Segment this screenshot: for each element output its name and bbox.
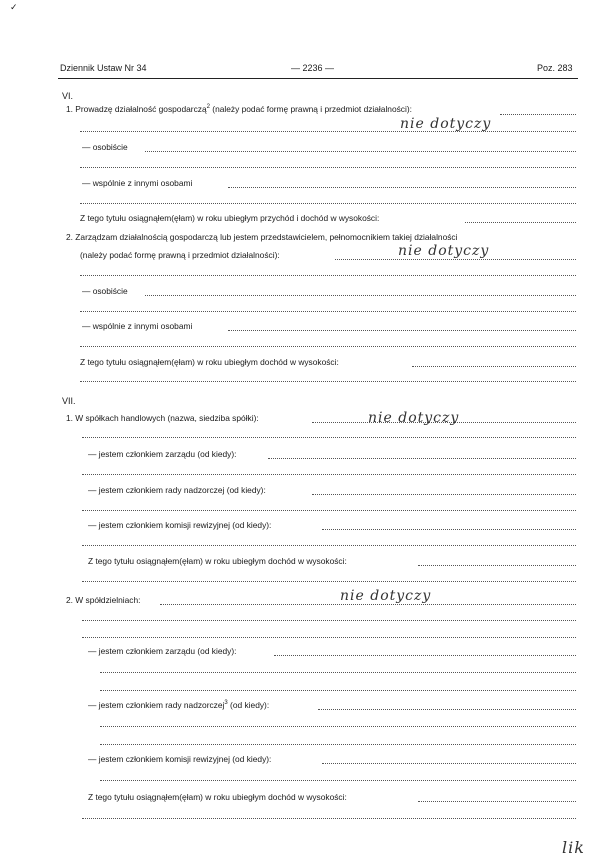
vii-q2-line1 (82, 620, 576, 621)
vii-q1-income: Z tego tytułu osiągnąłem(ęłam) w roku ubiegłym dochód w wysokości: (88, 556, 347, 566)
vii-q2-income-dots (418, 801, 576, 802)
vii-q1-audit-line (82, 545, 576, 546)
vi-q1-income-dots (465, 222, 576, 223)
vii-q1-audit: — jestem członkiem komisji rewizyjnej (od kiedy): (88, 520, 272, 530)
vii-q2-text: 2. W spółdzielniach: (66, 595, 141, 605)
vii-q2-audit: — jestem członkiem komisji rewizyjnej (od kiedy): (88, 754, 272, 764)
vi-q2-income: Z tego tytułu osiągnąłem(ęłam) w roku ubiegłym dochód w wysokości: (80, 357, 339, 367)
vi-q2-personal-line (80, 311, 576, 312)
header-journal: Dziennik Ustaw Nr 34 (60, 63, 147, 73)
vii-q2-supervisory-line1 (100, 726, 576, 727)
header-position: Poz. 283 (537, 63, 573, 73)
vi-q2-line (80, 275, 576, 276)
vi-q1-income: Z tego tytułu osiągnąłem(ęłam) w roku ubiegłym przychód i dochód w wysokości: (80, 213, 380, 223)
vii-q1-income-dots (418, 565, 576, 566)
vii-q2-board-dots (274, 655, 576, 656)
vii-q2-supervisory: — jestem członkiem rady nadzorczej$^3$ (od kiedy): (88, 700, 270, 710)
vi-q2-joint-line (80, 346, 576, 347)
vi-q2-answer: nie dotyczy (398, 243, 490, 259)
vii-q1-board-line (82, 474, 576, 475)
vii-q1-board: — jestem członkiem zarządu (od kiedy): (88, 449, 237, 459)
vi-q2-joint: — wspólnie z innymi osobami (82, 321, 193, 331)
header-page-number: — 2236 — (291, 63, 335, 73)
vii-q1-supervisory-dots (312, 494, 576, 495)
vi-q1-line (80, 131, 576, 132)
vi-q2-text-line2: (należy podać formę prawną i przedmiot działalności): (80, 250, 280, 260)
vii-q2-board-line1 (100, 672, 576, 673)
vii-q2-board: — jestem członkiem zarządu (od kiedy): (88, 646, 237, 656)
vii-q1-text: 1. W spółkach handlowych (nazwa, siedziba spółki): (66, 413, 259, 423)
vi-q1-personal-line (80, 167, 576, 168)
vii-q2-income-line (82, 818, 576, 819)
vi-q1-joint-line (80, 203, 576, 204)
vii-q1-audit-dots (322, 529, 576, 530)
vii-q1-answer: nie dotyczy (368, 410, 460, 426)
vii-q1-supervisory-line (82, 510, 576, 511)
vi-q1-personal-dots (145, 151, 576, 152)
vii-q2-answer: nie dotyczy (340, 588, 432, 604)
vi-q2-income-line (80, 381, 576, 382)
vi-q1-joint-dots (228, 187, 576, 188)
section-vi-label: VI. (62, 91, 74, 101)
vii-q2-supervisory-line2 (100, 744, 576, 745)
vi-q2-personal: — osobiście (82, 286, 128, 296)
section-vii-label: VII. (62, 396, 76, 406)
vi-q2-text-line1: 2. Zarządzam działalnością gospodarczą lub jestem przedstawicielem, pełnomocnikiem takiej działalności (66, 232, 458, 242)
vii-q2-income: Z tego tytułu osiągnąłem(ęłam) w roku ubiegłym dochód w wysokości: (88, 792, 347, 802)
vii-q2-board-line2 (100, 690, 576, 691)
header-rule (58, 78, 578, 79)
initials-signature: lik (562, 838, 585, 857)
vii-q2-supervisory-dots (318, 709, 576, 710)
vi-q2-dots (335, 259, 576, 260)
vi-q1-text: 1. Prowadzę działalność gospodarczą$^2$ (należy podać formę prawną i przedmiot działalności): (66, 104, 412, 114)
vi-q1-answer: nie dotyczy (400, 116, 492, 132)
vi-q1-dots (500, 114, 576, 115)
vii-q1-board-dots (268, 458, 576, 459)
vi-q2-personal-dots (145, 295, 576, 296)
vii-q2-audit-dots (322, 763, 576, 764)
vii-q1-supervisory: — jestem członkiem rady nadzorczej (od kiedy): (88, 485, 266, 495)
vi-q2-joint-dots (228, 330, 576, 331)
vii-q2-line2 (82, 637, 576, 638)
vii-q1-income-line (82, 581, 576, 582)
vi-q1-joint: — wspólnie z innymi osobami (82, 178, 193, 188)
vii-q1-line (82, 437, 576, 438)
vii-q2-dots (160, 604, 576, 605)
vi-q2-income-dots (412, 366, 576, 367)
vi-q1-personal: — osobiście (82, 142, 128, 152)
vii-q2-audit-line (100, 780, 576, 781)
corner-mark: ✓ (10, 2, 18, 12)
